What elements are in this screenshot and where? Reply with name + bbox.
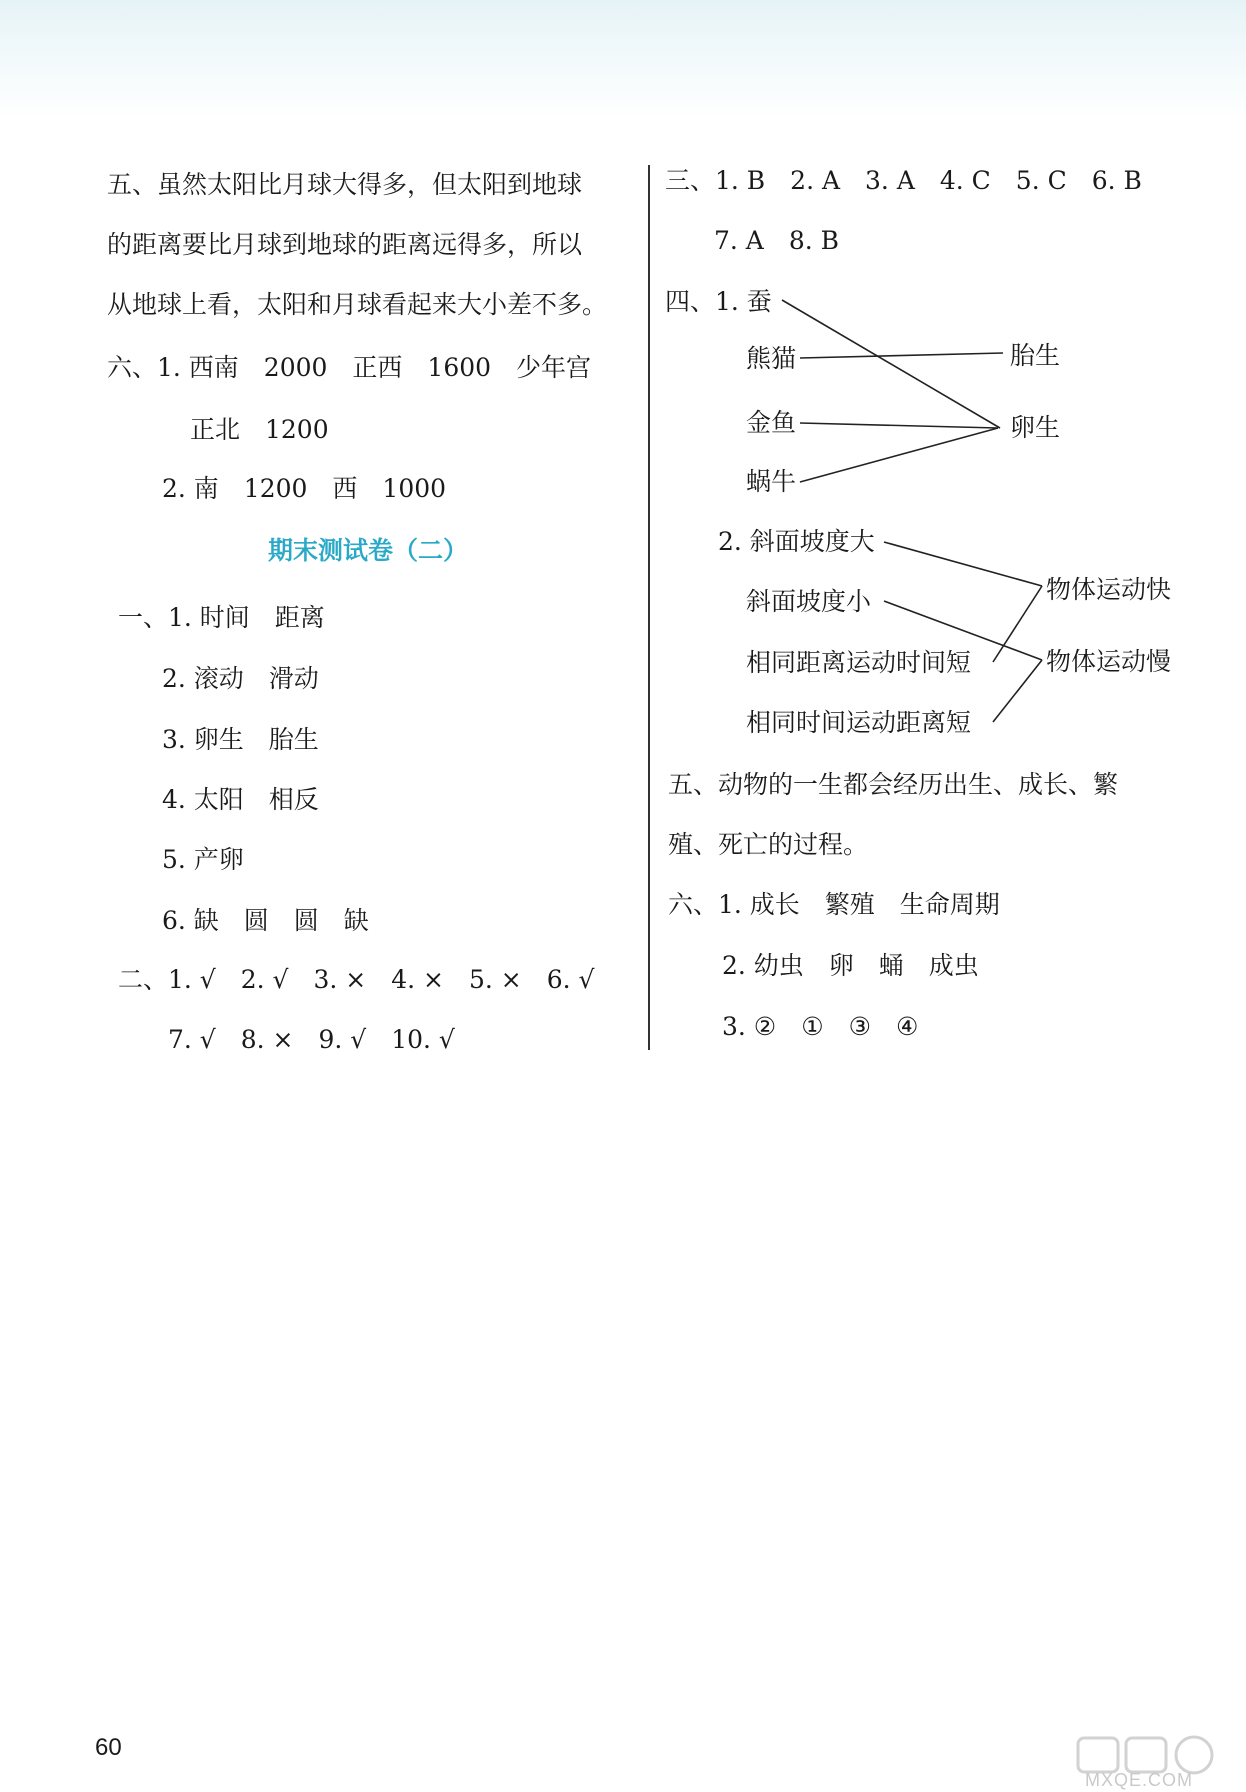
section1-item: 一、1. 时间 距离 — [118, 603, 325, 632]
match-line — [884, 542, 1042, 586]
section1-item: 2. 滚动 滑动 — [162, 664, 319, 693]
section4-prefix: 四、1. 蚕 — [665, 287, 772, 316]
section2-line-2: 7. √ 8. × 9. √ 10. √ — [168, 1025, 455, 1054]
match-line — [884, 601, 1042, 660]
section2-line-1: 二、1. √ 2. √ 3. × 4. × 5. × 6. √ — [118, 965, 595, 994]
slope-label: 斜面坡度小 — [746, 587, 872, 616]
speed-label: 物体运动快 — [1046, 575, 1172, 604]
section6-item: 2. 幼虫 卵 蛹 成虫 — [722, 951, 979, 980]
q6-line-2: 正北 1200 — [190, 415, 329, 444]
birth-type-label: 胎生 — [1010, 341, 1061, 370]
match-line — [993, 660, 1042, 722]
speed-label: 物体运动慢 — [1046, 647, 1172, 676]
section-title: 期末测试卷（二） — [268, 536, 469, 565]
animal-label: 熊猫 — [746, 344, 797, 373]
animal-label: 金鱼 — [746, 408, 797, 437]
section3-line-2: 7. A 8. B — [714, 226, 840, 255]
slope-label: 2. 斜面坡度大 — [718, 527, 875, 556]
q5-line-1: 五、虽然太阳比月球大得多，但太阳到地球 — [107, 170, 583, 199]
match-line — [800, 423, 998, 428]
section6-item: 六、1. 成长 繁殖 生命周期 — [668, 890, 1000, 919]
q6-line-3: 2. 南 1200 西 1000 — [162, 474, 447, 503]
section6-item: 3. ② ① ③ ④ — [722, 1012, 919, 1041]
section1-item: 3. 卵生 胎生 — [162, 725, 319, 754]
section1-item: 5. 产卵 — [162, 845, 244, 874]
q5-line-2: 的距离要比月球到地球的距离远得多，所以 — [107, 230, 583, 259]
section5-line-1: 五、动物的一生都会经历出生、成长、繁 — [668, 770, 1119, 799]
section5-line-2: 殖、死亡的过程。 — [668, 830, 869, 859]
slope-label: 相同距离运动时间短 — [746, 648, 972, 677]
section1-item: 4. 太阳 相反 — [162, 785, 319, 814]
slope-label: 相同时间运动距离短 — [746, 708, 972, 737]
q5-line-3: 从地球上看，太阳和月球看起来大小差不多。 — [107, 290, 608, 319]
page-number: 60 — [95, 1734, 122, 1761]
match-line — [800, 353, 1003, 358]
birth-type-label: 卵生 — [1010, 413, 1061, 442]
section3-line-1: 三、1. B 2. A 3. A 4. C 5. C 6. B — [665, 166, 1142, 195]
animal-label: 蜗牛 — [746, 467, 797, 496]
match-line — [782, 300, 1000, 428]
q6-line-1: 六、1. 西南 2000 正西 1600 少年宫 — [107, 353, 592, 382]
match-line — [800, 428, 998, 482]
section1-item: 6. 缺 圆 圆 缺 — [162, 906, 369, 935]
watermark-text: MXQE.COM — [1085, 1770, 1194, 1790]
